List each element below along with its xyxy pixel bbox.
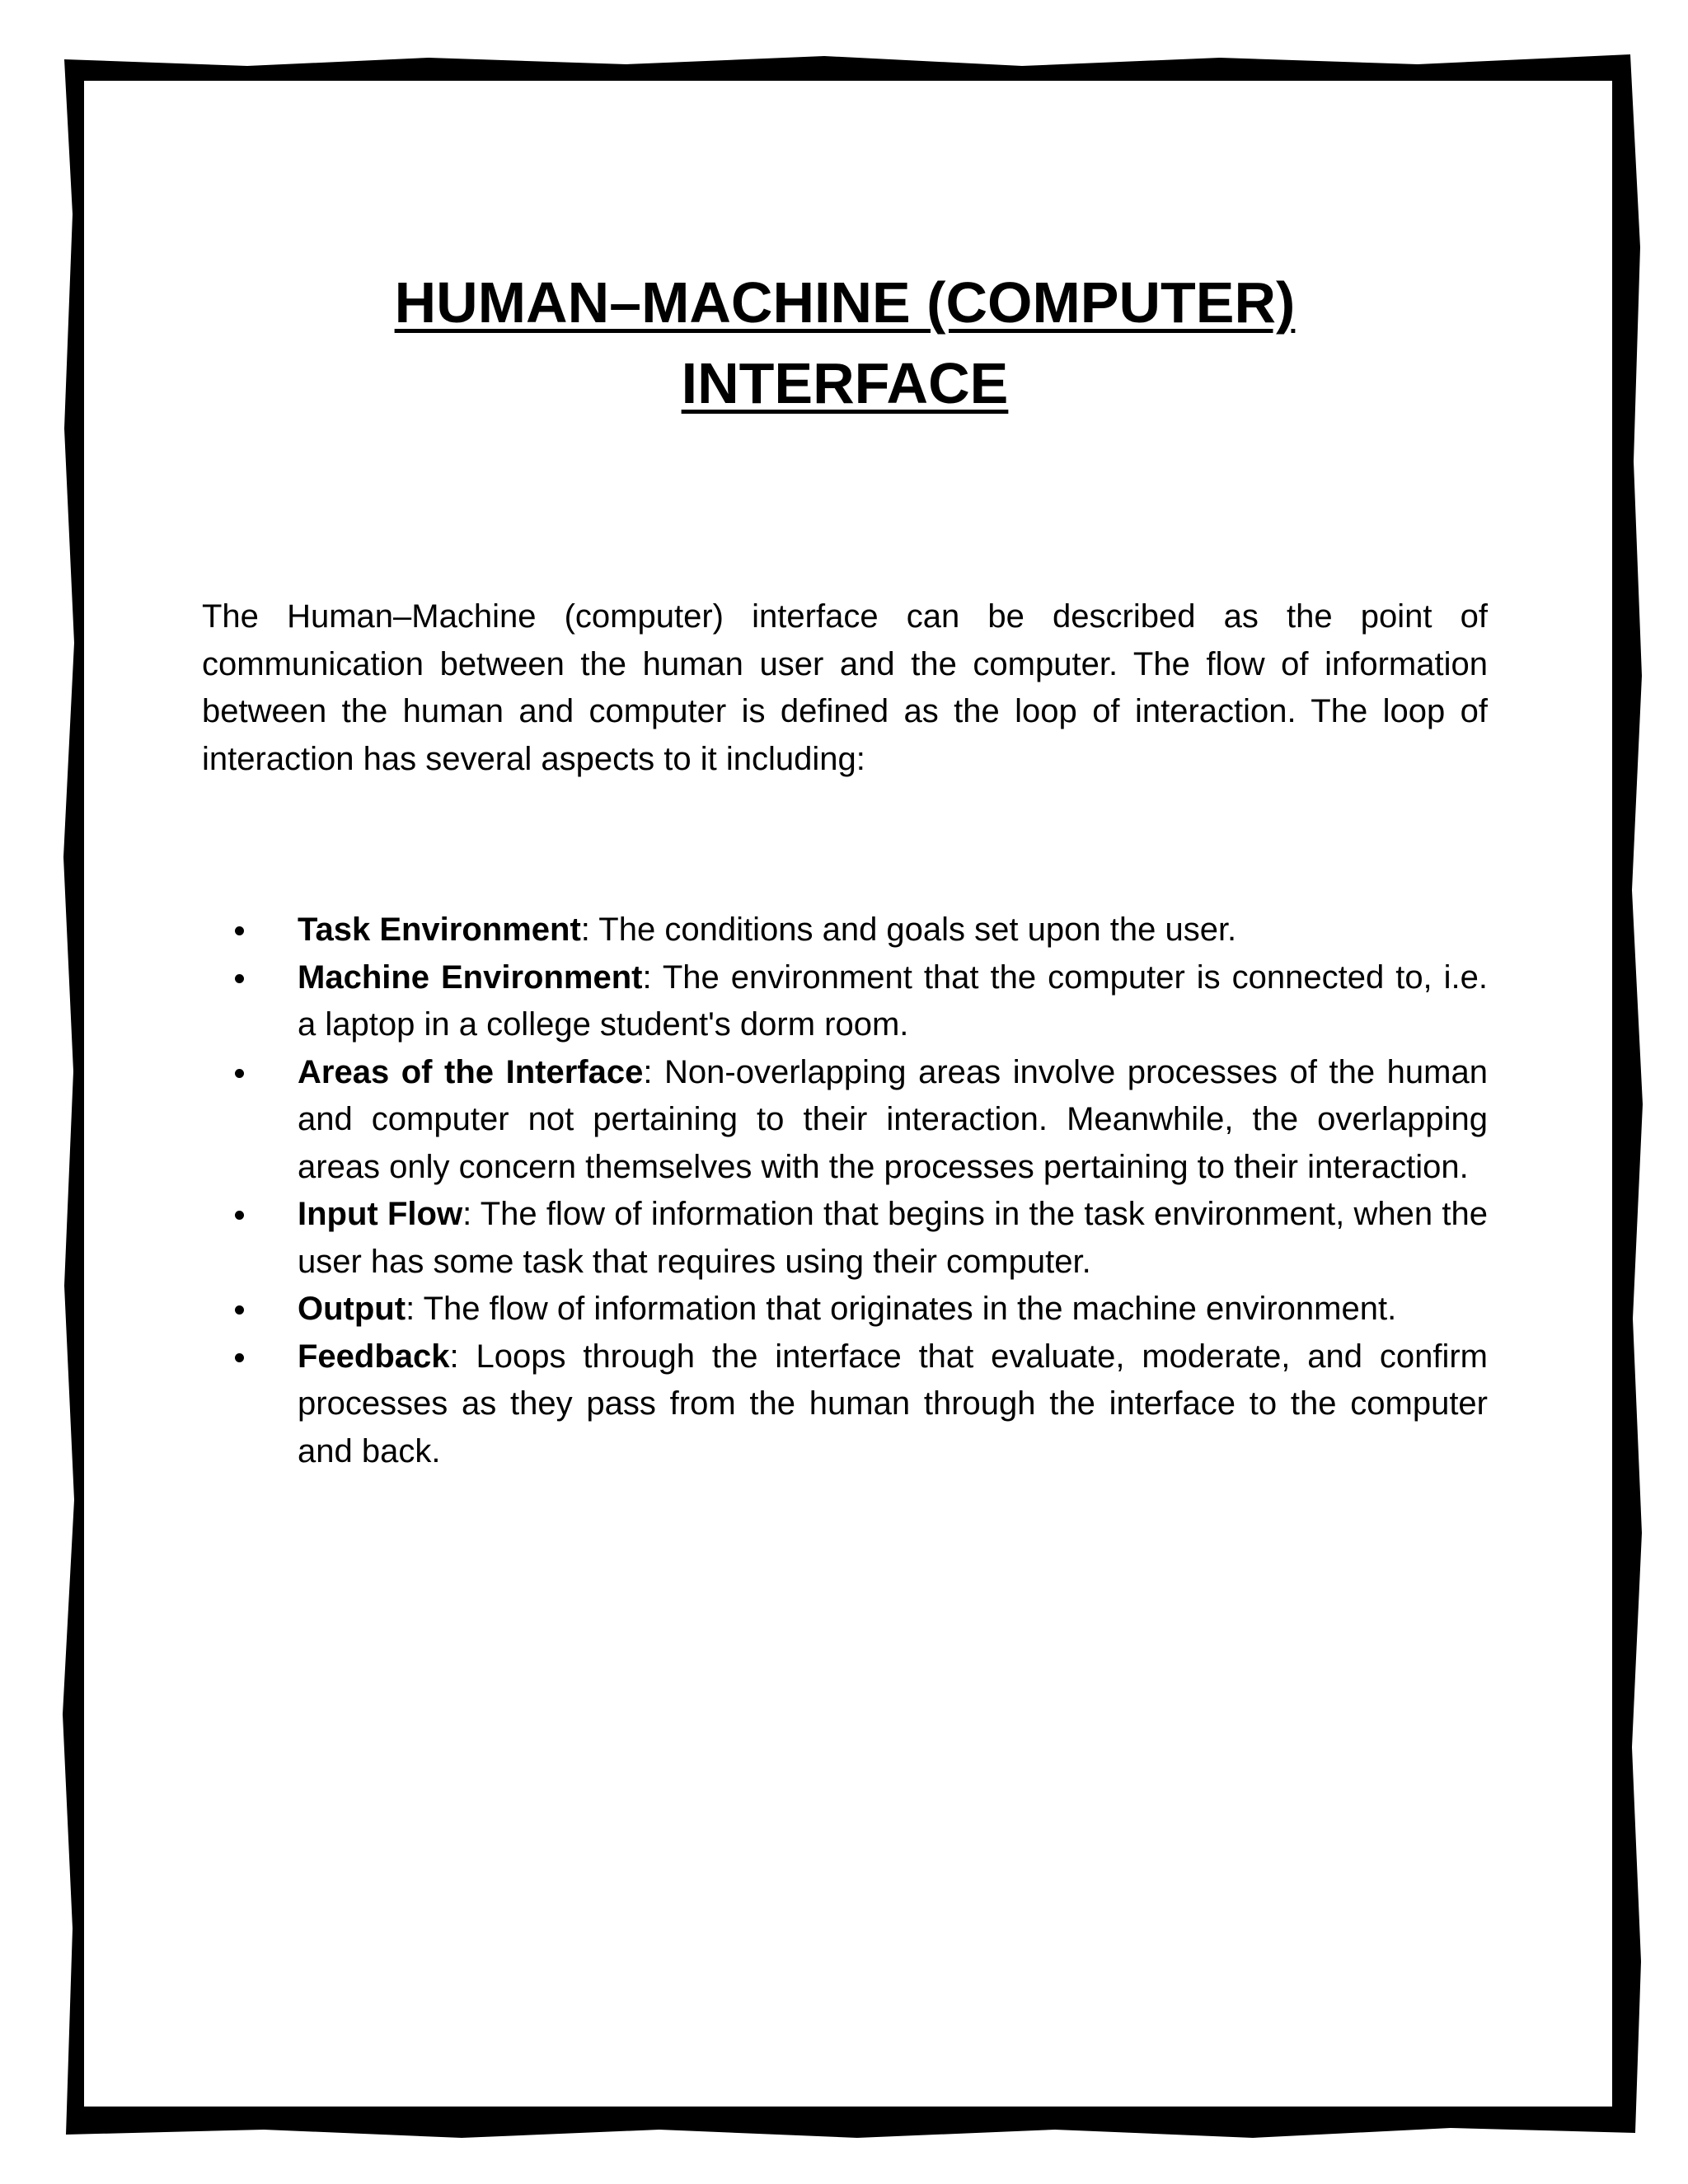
aspect-description: : The flow of information that begins in the task environment, when the user has some task that requires using their computer. [298,1196,1488,1280]
aspect-description: : Loops through the interface that evaluate, moderate, and confirm processes as they pass from the human through the interface to the computer and back. [298,1338,1488,1469]
list-item [202,907,1488,954]
bullet-icon [235,1069,244,1078]
aspect-description: : The conditions and goals set upon the user. [580,912,1237,948]
aspect-term: Task Environment [298,912,581,948]
bullet-icon [235,1305,244,1315]
page-title [202,262,1488,424]
aspect-term: Feedback [298,1338,450,1375]
aspect-term: Output [298,1291,406,1327]
bullet-icon [235,1211,244,1220]
title-line-2: INTERFACE [681,351,1009,415]
aspect-term: Areas of the Interface [298,1053,644,1090]
aspects-list [202,907,1488,1475]
bullet-icon [235,974,244,983]
aspect-term: Machine Environment [298,958,643,996]
list-item [202,1049,1488,1192]
aspect-description: : The flow of information that originates in the machine environment. [406,1291,1397,1327]
aspect-description: : Non-overlapping areas involve processes of the human and computer not pertaining to their interaction. Meanwhile, the overlapping areas only concern themselves with the processes pertaining to their interaction. [298,1053,1488,1185]
list-item [202,1191,1488,1286]
list-item [202,1286,1488,1333]
aspect-description: : The environment that the computer is connected to, i.e. a laptop in a college student's dorm room. [298,958,1489,1043]
bullet-icon [235,926,244,935]
list-item [202,1333,1488,1476]
aspect-term: Input Flow [298,1196,463,1232]
title-line-1: HUMAN–MACHINE (COMPUTER) [394,270,1296,335]
bullet-icon [235,1353,244,1362]
intro-paragraph: The Human–Machine (computer) interface can be described as the point of communication between the human user and the computer. The flow of information between the human and computer is defined as the loop of interaction. The loop of interaction has several aspects to it including: [202,598,1488,777]
list-item [202,954,1488,1049]
